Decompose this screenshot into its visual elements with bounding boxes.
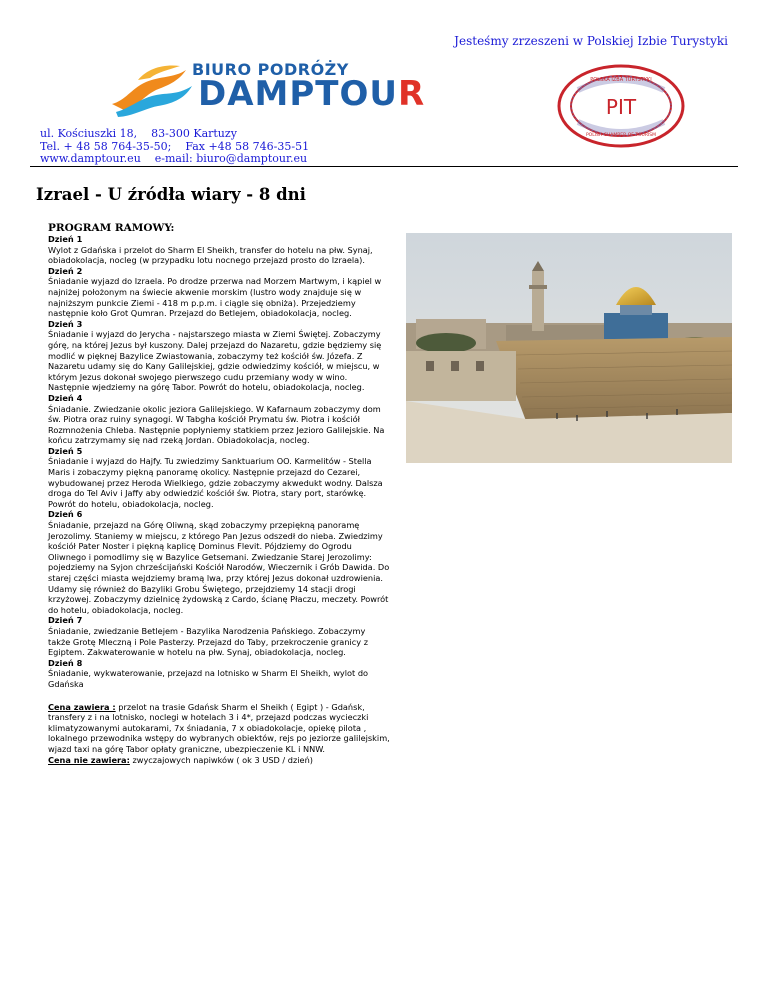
day-description: Śniadanie, przejazd na Górę Oliwną, skąd zobaczymy przepiękną panoramę Jerozolimy. Staniemy w miejscu, z którego Pan Jezus odszedł do nieba. Zwiedzimy kościół Pater Noster i piękną kaplicę Dominus Flevit. Pójdziemy do Ogrodu Oliwnego i pomodlimy się w Bazylice Getsemani. Zwiedzanie Starej Jerozolimy: pojedziemy na Syjon chrześcijański Kościół Narodów, Wieczernik i Grób Dawida. Do starej części miasta wejdziemy bramą lwa, przy której Jezus dokonał uzdrowienia. Udamy się również do Bazyliki Grobu Świętego, przejdziemy 14 stacji drogi krzyżowej. Zobaczymy dzielnicę żydowską z Cardo, ścianę Płaczu, meczety. Powrót do hotelu, obiadokolacja, nocleg. bbox=[48, 520, 390, 615]
day-label: Dzień 5 bbox=[48, 445, 83, 456]
day-description: Wylot z Gdańska i przelot do Sharm El Sheikh, transfer do hotelu na płw. Synaj, obiadokolacja, nocleg (w przypadku lotu nocnego przejazd prosto do Izraela). bbox=[48, 244, 373, 266]
price-excludes-label: Cena nie zawiera: bbox=[48, 754, 130, 765]
contact-phone: Tel. + 48 58 764-35-50; Fax +48 58 746-35-51 bbox=[40, 139, 310, 153]
logo-wordmark-d: D bbox=[198, 74, 228, 114]
page-title: Izrael - U źródła wiary - 8 dni bbox=[36, 185, 306, 204]
contact-web[interactable]: www.damptour.eu e-mail: biuro@damptour.eu bbox=[40, 152, 308, 165]
pit-ring-bottom: POLISH CHAMBER OF TOURISM bbox=[585, 133, 657, 138]
contact-address: ul. Kościuszki 18, 83-300 Kartuzy bbox=[40, 127, 237, 140]
association-note: Jesteśmy zrzeszeni w Polskiej Izbie Turystyki bbox=[454, 34, 728, 48]
damptour-logo bbox=[108, 60, 438, 120]
price-includes bbox=[48, 702, 390, 755]
day-description: Śniadanie, zwiedzanie Betlejem - Bazylika Narodzenia Pańskiego. Zobaczymy także Grotę Mleczną i Pole Pasterzy. Przejazd do Taby, przekroczenie granicy z Egiptem. Zakwaterowanie w hotelu na płw. Synaj, obiadokolacja, nocleg. bbox=[48, 625, 369, 658]
contact-block bbox=[40, 128, 309, 166]
day-label: Dzień 7 bbox=[48, 615, 83, 626]
price-includes-text: przelot na trasie Gdańsk Sharm el Sheikh ( Egipt ) - Gdańsk, transfery z i na lotnisko, noclegi w hotelach 3 i 4*, przejazd podczas wycieczki klimatyzowanymi autokarami, 7x śniadania, 7 x obiadokolacje, opiekę pilota , lokalnego przewodnika wstępy do wybranych obiektów, rejs po jeziorze galilejskim, wjazd taxi na górę Tabor opłaty graniczne, ubezpieczenie KL i NNW. bbox=[48, 701, 390, 754]
day-label: Dzień 6 bbox=[48, 509, 83, 520]
day-description: Śniadanie, wykwaterowanie, przejazd na lotnisko w Sharm El Sheikh, wylot do Gdańska bbox=[48, 668, 369, 689]
logo-wordmark-mid: AMPTOU bbox=[227, 74, 399, 114]
program-section bbox=[48, 222, 390, 765]
day-label: Dzień 8 bbox=[48, 657, 83, 668]
day-label: Dzień 4 bbox=[48, 392, 83, 403]
price-excludes-text: zwyczajowych napiwków ( ok 3 USD / dzień) bbox=[129, 754, 313, 765]
pit-logo-text: PIT bbox=[605, 95, 637, 119]
day-label: Dzień 1 bbox=[48, 234, 83, 244]
pit-ring-top: POLSKA IZBA TURYSTYKI bbox=[590, 77, 652, 83]
day-label: Dzień 2 bbox=[48, 265, 83, 276]
day-description: Śniadanie i wyjazd do Hajfy. Tu zwiedzimy Sanktuarium OO. Karmelitów - Stella Maris i zobaczymy piękną panoramę okolicy. Następnie przejazd do Cezarei, wybudowanej przez Heroda Wielkiego, gdzie zobaczymy akwedukt wodny. Dalsza droga do Tel Aviv i Jaffy aby odwiedzić kościół św. Piotra, stary port, starówkę. Powrót do hotelu, obiadokolacja, nocleg. bbox=[48, 456, 383, 509]
program-heading: PROGRAM RAMOWY: bbox=[48, 222, 175, 234]
day-description: Śniadanie i wyjazd do Jerycha - najstarszego miasta w Ziemi Świętej. Zobaczymy górę, na której Jezus był kuszony. Dalej przejazd do Nazaretu, gdzie będziemy się modlić w pięknej Bazylice Zwiastowania, zobaczymy też kościół św. Józefa. Z Nazaretu udamy się do Kany Galilejskiej, gdzie odwiedzimy kościół, w miejscu, w którym Jezus dokonał swojego pierwszego cudu przemiany wody w wino. Następnie wjedziemy na górę Tabor. Powrót do hotelu, obiadokolacja, nocleg. bbox=[48, 329, 382, 393]
logo-wordmark bbox=[198, 74, 425, 114]
jerusalem-photo bbox=[406, 233, 732, 463]
wave-logo-icon bbox=[108, 60, 198, 118]
price-excludes bbox=[48, 755, 390, 766]
logo-wordmark-r: R bbox=[398, 74, 426, 114]
day-label: Dzień 3 bbox=[48, 318, 83, 329]
day-description: Śniadanie wyjazd do Izraela. Po drodze przerwa nad Morzem Martwym, i kąpiel w najniżej położonym na świecie akwenie morskim (lustro wody znajduje się w najniższym punkcie Ziemi - 418 m p.p.m. i ciągle się obniża). Przejedziemy następnie koło Grot Qumran. Przejazd do Betlejem, obiadokolacja, nocleg. bbox=[48, 276, 382, 319]
day-description: Śniadanie. Zwiedzanie okolic jeziora Galilejskiego. W Kafarnaum zobaczymy dom św. Piotra oraz ruiny synagogi. W Tabgha kościół Prymatu św. Piotra i kościół Rozmnożenia Chleba. Następnie popłyniemy statkiem przez Jezioro Galilejskie. Na końcu zatrzymamy się nad rzeką Jordan. Obiadokolacja, nocleg. bbox=[48, 403, 385, 446]
price-includes-label: Cena zawiera : bbox=[48, 701, 116, 712]
logo-subtitle: BIURO PODRÓŻY bbox=[192, 60, 349, 79]
program-days bbox=[48, 234, 390, 690]
pit-logo bbox=[556, 64, 686, 148]
header-divider bbox=[30, 166, 738, 167]
